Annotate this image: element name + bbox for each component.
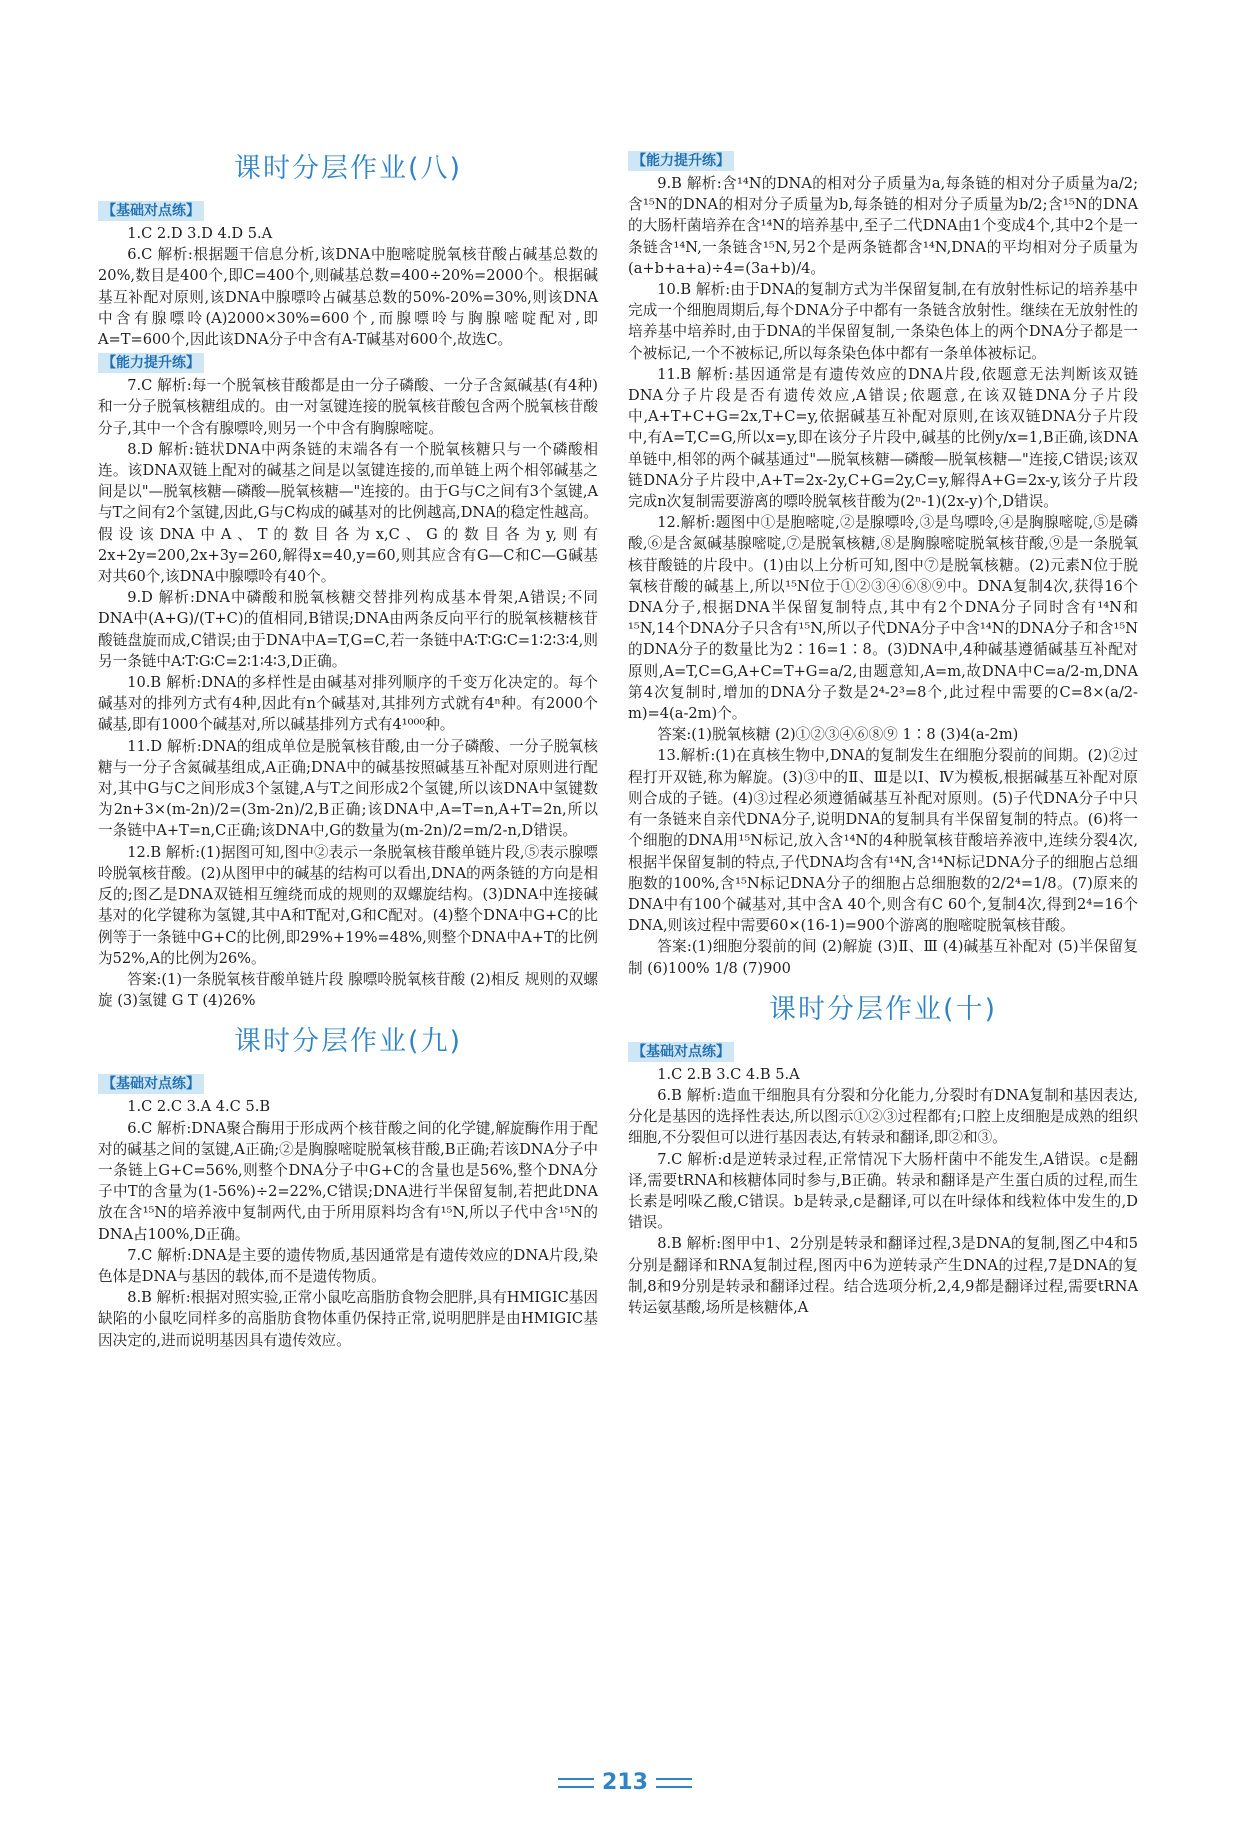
answer-paragraph: 8.D 解析:链状DNA中两条链的末端各有一个脱氧核糖只与一个磷酸相连。该DNA双链上配对的碱基之间是以氢键连接的,而单链上两个相邻碱基之间是以"—脱氧核糖—磷酸—脱氧核糖—"连接的。由于G与C之间有3个氢键,A与T之间有2个氢键,因此,G与C构成的碱基对的比例越高,DNA的稳定性越高。假设该DNA中A、T的数目各为x,C、G的数目各为y,则有2x+2y=200,2x+3y=260,解得x=40,y=60,则其应含有G—C和C—G碱基对共60个,该DNA中腺嘌呤有40个。 [98, 440, 598, 586]
answer-key: 答案:(1)细胞分裂前的间 (2)解旋 (3)Ⅱ、Ⅲ (4)碱基互补配对 (5)半保留复制 (6)100% 1/8 (7)900 [628, 938, 1138, 977]
answer-paragraph: 6.C 解析:根据题干信息分析,该DNA中胞嘧啶脱氧核苷酸占碱基总数的20%,数目是400个,即C=400个,则碱基总数=400÷20%=2000个。根据碱基互补配对原则,该DNA中腺嘌呤占碱基总数的50%-20%=30%,则该DNA中含有腺嘌呤(A)2000×30%=600个,而腺嘌呤与胸腺嘧啶配对,即A=T=600个,因此该DNA分子中含有A-T碱基对600个,故选C。 [98, 246, 598, 349]
answer-paragraph: 10.B 解析:由于DNA的复制方式为半保留复制,在有放射性标记的培养基中完成一个细胞周期后,每个DNA分子中都有一条链含放射性。继续在无放射性的培养基中培养时,由于DNA的半保留复制,一条染色体上的两个DNA分子都是一个被标记,一个不被标记,所以每条染色体中都有一条单体被标记。 [628, 281, 1138, 362]
answer-paragraph: 6.B 解析:造血干细胞具有分裂和分化能力,分裂时有DNA复制和基因表达,分化是基因的选择性表达,所以图示①②③过程都有;口腔上皮细胞是成熟的组织细胞,不分裂但可以进行基因表达,有转录和翻译,即②和③。 [628, 1086, 1138, 1147]
answer-paragraph: 7.C 解析:DNA是主要的遗传物质,基因通常是有遗传效应的DNA片段,染色体是DNA与基因的载体,而不是遗传物质。 [98, 1246, 598, 1285]
answer-key: 答案:(1)一条脱氧核苷酸单链片段 腺嘌呤脱氧核苷酸 (2)相反 规则的双螺旋 (3)氢键 G T (4)26% [98, 970, 598, 1010]
answer-paragraph: 9.B 解析:含¹⁴N的DNA的相对分子质量为a,每条链的相对分子质量为a/2;含¹⁵N的DNA的相对分子质量为b,每条链的相对分子质量为b/2;含¹⁵N的DNA的大肠杆菌培养在含¹⁴N的培养基中,至子二代DNA由1个变成4个,其中2个是一条链含¹⁴N,一条链含¹⁵N,另2个是两条链都含¹⁴N,DNA的平均相对分子质量为(a+b+a+a)÷4=(3a+b)/4。 [628, 175, 1138, 277]
left-column [98, 150, 598, 1351]
page-number-text: 213 [602, 1770, 648, 1795]
answer-paragraph: 11.B 解析:基因通常是有遗传效应的DNA片段,依题意无法判断该双链DNA分子片段是否有遗传效应,A错误;依题意,在该双链DNA分子片段中,A+T+C+G=2x,T+C=y,依据碱基互补配对原则,在该双链DNA分子片段中,有A=T,C=G,所以x=y,即在该分子片段中,碱基的比例y/x=1,B正确,该DNA单链中,相邻的两个碱基通过"—脱氧核糖—磷酸—脱氧核糖—"连接,C错误;该双链DNA分子片段中,A+T=2x-2y,C+G=2y,C=y,解得A+G=2x-y,该分子片段完成n次复制需要游离的嘌呤脱氧核苷酸为(2ⁿ-1)(2x-y)个,D错误。 [628, 365, 1138, 511]
answer-line: 1.C 2.C 3.A 4.C 5.B [127, 1098, 271, 1116]
section-title-10: 课时分层作业(十) [768, 993, 998, 1025]
answer-paragraph: 12.解析:题图中①是胞嘧啶,②是腺嘌呤,③是鸟嘌呤,④是胸腺嘧啶,⑤是磷酸,⑥是含氮碱基腺嘧啶,⑦是脱氧核糖,⑧是胸腺嘧啶脱氧核苷酸,⑨是一条脱氧核苷酸链的片段中。(1)由以上分析可知,图中⑦是脱氧核糖。(2)元素N位于脱氧核苷酸的碱基上,所以¹⁵N位于①②③④⑥⑧⑨中。DNA复制4次,获得16个DNA分子,根据DNA半保留复制特点,其中有2个DNA分子同时含有¹⁴N和¹⁵N,14个DNA分子只含有¹⁵N,所以子代DNA分子中含¹⁴N的DNA分子和含¹⁵N的DNA分子的数量比为2∶16=1∶8。(3)DNA中,4种碱基遵循碱基互补配对原则,A=T,C=G,A+C=T+G=a/2,由题意知,A=m,故DNA中C=a/2-m,DNA第4次复制时,增加的DNA分子数是2⁴-2³=8个,此过程中需要的C=8×(a/2-m)=4(a-2m)个。 [628, 514, 1138, 723]
tag-basic-9: 【基础对点练】 [98, 1074, 204, 1094]
answer-paragraph: 13.解析:(1)在真核生物中,DNA的复制发生在细胞分裂前的间期。(2)②过程打开双链,称为解旋。(3)③中的Ⅱ、Ⅲ是以Ⅰ、Ⅳ为模板,根据碱基互补配对原则合成的子链。(4)③过程必须遵循碱基互补配对原则。(5)子代DNA分子中只有一条链来自亲代DNA分子,说明DNA的复制具有半保留复制的特点。(6)将一个细胞的DNA用¹⁵N标记,放入含¹⁴N的4种脱氧核苷酸培养液中,连续分裂4次,根据半保留复制的特点,子代DNA均含有¹⁴N,含¹⁴N标记DNA分子的细胞占总细胞数的100%,含¹⁵N标记DNA分子的细胞占总细胞数的2/2⁴=1/8。(7)原来的DNA中有100个碱基对,其中含A 40个,则含有C 60个,复制4次,得到2⁴=16个DNA,则该过程中需要60×(16-1)=900个游离的胞嘧啶脱氧核苷酸。 [628, 747, 1138, 935]
answer-paragraph: 8.B 解析:根据对照实验,正常小鼠吃高脂肪食物会肥胖,具有HMIGIC基因缺陷的小鼠吃同样多的高脂肪食物体重仍保持正常,说明肥胖是由HMIGIC基因决定的,进而说明基因具有遗传效应。 [98, 1289, 598, 1349]
answer-paragraph: 9.D 解析:DNA中磷酸和脱氧核糖交替排列构成基本骨架,A错误;不同DNA中(A+G)/(T+C)的值相同,B错误;DNA由两条反向平行的脱氧核糖核苷酸链盘旋而成,C错误;由于DNA中A=T,G=C,若一条链中A∶T∶G∶C=1∶2∶3∶4,则另一条链中A∶T∶G∶C=2∶1∶4∶3,D正确。 [98, 589, 598, 670]
answer-paragraph: 10.B 解析:DNA的多样性是由碱基对排列顺序的千变万化决定的。每个碱基对的排列方式有4种,因此有n个碱基对,其排列方式就有4ⁿ种。有2000个碱基,即有1000个碱基对,所以碱基排列方式有4¹⁰⁰⁰种。 [98, 674, 598, 734]
answer-paragraph: 12.B 解析:(1)据图可知,图中②表示一条脱氧核苷酸单链片段,⑤表示腺嘌呤脱氧核苷酸。(2)从图甲中的碱基的结构可以看出,DNA的两条链的方向是相反的;图乙是DNA双链相互缠绕而成的规则的双螺旋结构。(3)DNA中连接碱基对的化学键称为氢键,其中A和T配对,G和C配对。(4)整个DNA中G+C的比例等于一条链中G+C的比例,即29%+19%=48%,则整个DNA中A+T的比例为52%,A的比例为26%。 [98, 843, 598, 967]
tag-advanced-9: 【能力提升练】 [628, 151, 734, 171]
section-title-9: 课时分层作业(九) [233, 1026, 463, 1058]
answer-line: 1.C 2.D 3.D 4.D 5.A [127, 225, 273, 242]
answer-paragraph: 7.C 解析:d是逆转录过程,正常情况下大肠杆菌中不能发生,A错误。c是翻译,需要tRNA和核糖体同时参与,B正确。转录和翻译是产生蛋白质的过程,而生长素是吲哚乙酸,C错误。b是转录,c是翻译,可以在叶绿体和线粒体中发生的,D错误。 [628, 1150, 1138, 1232]
answer-paragraph: 6.C 解析:DNA聚合酶用于形成两个核苷酸之间的化学键,解旋酶作用于配对的碱基之间的氢键,A正确;②是胸腺嘧啶脱氧核苷酸,B正确;若该DNA分子中一条链上G+C=56%,则整个DNA分子中G+C的含量也是56%,整个DNA分子中T的含量为(1-56%)÷2=22%,C错误;DNA进行半保留复制,若把此DNA放在含¹⁵N的培养液中复制两代,由于所用原料均含有¹⁵N,所以子代中含¹⁵N的DNA占100%,D正确。 [98, 1119, 598, 1243]
answer-paragraph: 8.B 解析:图甲中1、2分别是转录和翻译过程,3是DNA的复制,图乙中4和5分别是翻译和RNA复制过程,图丙中6为逆转录产生DNA的过程,7是DNA的复制,8和9分别是转录和翻译过程。结合选项分析,2,4,9都是翻译过程,需要tRNA转运氨基酸,场所是核糖体,A [628, 1235, 1138, 1316]
tag-advanced-8: 【能力提升练】 [98, 353, 204, 373]
page-number [0, 1770, 1250, 1795]
answer-paragraph: 11.D 解析:DNA的组成单位是脱氧核苷酸,由一分子磷酸、一分子脱氧核糖与一分子含氮碱基组成,A正确;DNA中的碱基按照碱基互补配对原则进行配对,其中G与C之间形成3个氢键,A与T之间形成2个氢键,所以该DNA中氢键数为2n+3×(m-2n)/2=(3m-2n)/2,B正确;该DNA中,A=T=n,A+T=2n,所以一条链中A+T=n,C正确;该DNA中,G的数量为(m-2n)/2=m/2-n,D错误。 [98, 737, 598, 840]
tag-basic-10: 【基础对点练】 [628, 1042, 734, 1062]
right-column [628, 150, 1138, 1318]
tag-basic-8: 【基础对点练】 [98, 201, 204, 221]
page-number-left-rule [558, 1778, 594, 1788]
page-number-right-rule [656, 1778, 692, 1788]
answer-line: 1.C 2.B 3.C 4.B 5.A [657, 1065, 800, 1083]
section-title-8: 课时分层作业(八) [233, 153, 463, 184]
answer-paragraph: 7.C 解析:每一个脱氧核苷酸都是由一分子磷酸、一分子含氮碱基(有4种)和一分子脱氧核糖组成的。由一对氢键连接的脱氧核苷酸包含两个脱氧核苷酸分子,其中一个含有腺嘌呤,则另一个中含有胸腺嘧啶。 [98, 377, 598, 437]
answer-key: 答案:(1)脱氧核糖 (2)①②③④⑥⑧⑨ 1∶8 (3)4(a-2m) [657, 726, 1019, 744]
